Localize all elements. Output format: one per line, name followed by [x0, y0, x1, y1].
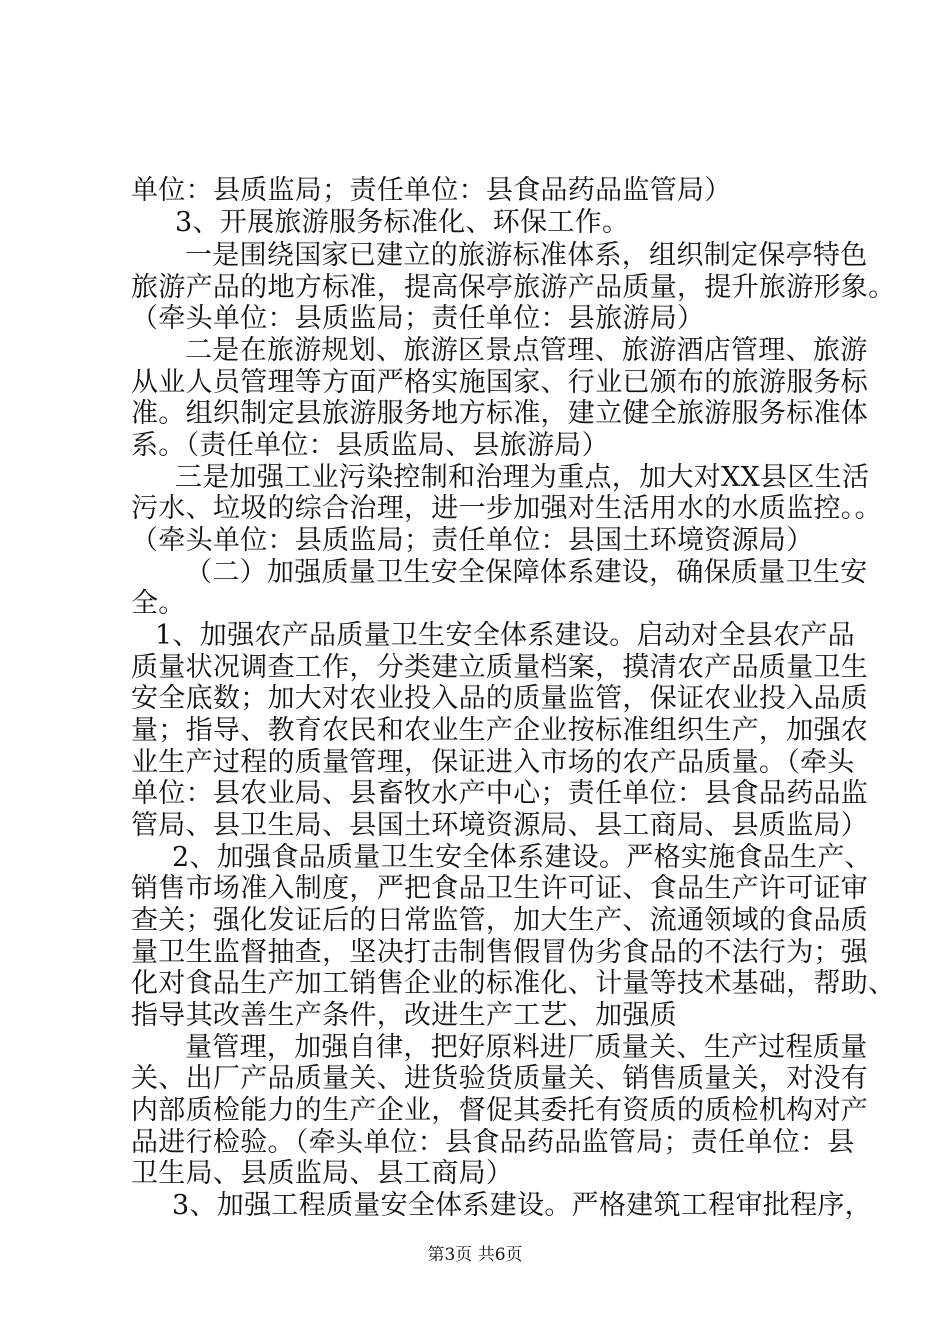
text-line: （牵头单位：县质监局；责任单位：县国土环境资源局） [131, 525, 814, 556]
text-line: 量卫生监督抽查，坚决打击制售假冒伪劣食品的不法行为；强 [131, 937, 869, 968]
text-line: 销售市场准入制度，严把食品卫生许可证、食品生产许可证审 [131, 873, 869, 904]
page-number-footer: 第3页 共6页 [427, 1245, 523, 1265]
text-line: 品进行检验。（牵头单位：县食品药品监管局；责任单位：县 [131, 1127, 855, 1158]
text-line: 系。（责任单位：县质监局、县旅游局） [131, 430, 609, 461]
section-heading: 全。 [131, 588, 186, 619]
text-line: 业生产过程的质量管理，保证进入市场的农产品质量。（牵头 [131, 747, 855, 778]
text-line: 单位：县质监局；责任单位：县食品药品监管局） [131, 175, 732, 206]
text-line: 从业人员管理等方面严格实施国家、行业已颁布的旅游服务标 [131, 367, 869, 398]
text-line: 量；指导、教育农民和农业生产企业按标准组织生产，加强农 [131, 715, 869, 746]
text-line: 单位：县农业局、县畜牧水产中心；责任单位：县食品药品监 [131, 778, 869, 809]
section-heading: （二）加强质量卫生安全保障体系建设，确保质量卫生安 [185, 557, 868, 588]
text-line: 管局、县卫生局、县国土环境资源局、县工商局、县质监局） [131, 810, 869, 841]
text-line: 指导其改善生产条件，改进生产工艺、加强质 [131, 1000, 677, 1031]
text-line: 查关；强化发证后的日常监管，加大生产、流通领域的食品质 [131, 905, 869, 936]
text-line: 一是围绕国家已建立的旅游标准体系，组织制定保亭特色 [185, 240, 868, 271]
text-line: 三是加强工业污染控制和治理为重点，加大对XX县区生活 [175, 462, 870, 493]
text-line: 内部质检能力的生产企业，督促其委托有资质的质检机构对产 [131, 1095, 869, 1126]
text-line: （牵头单位：县质监局；责任单位：县旅游局） [131, 303, 705, 334]
text-line: 质量状况调查工作，分类建立质量档案，摸清农产品质量卫生 [131, 652, 869, 683]
text-line: 1、加强农产品质量卫生安全体系建设。启动对全县农产品 [155, 620, 855, 651]
text-line: 准。组织制定县旅游服务地方标准，建立健全旅游服务标准体 [131, 398, 869, 429]
text-line: 关、出厂产品质量关、进货验货质量关、销售质量关，对没有 [131, 1063, 869, 1094]
text-line: 二是在旅游规划、旅游区景点管理、旅游酒店管理、旅游 [185, 335, 868, 366]
text-line: 2、加强食品质量卫生安全体系建设。严格实施食品生产、 [172, 842, 872, 873]
text-line: 卫生局、县质监局、县工商局） [131, 1158, 514, 1189]
text-line: 量管理，加强自律，把好原料进厂质量关、生产过程质量 [185, 1032, 868, 1063]
text-line: 化对食品生产加工销售企业的标准化、计量等技术基础，帮助、 [131, 968, 896, 999]
text-line: 旅游产品的地方标准，提高保亭旅游产品质量，提升旅游形象。 [131, 272, 896, 303]
text-line: 3、加强工程质量安全体系建设。严格建筑工程审批程序， [172, 1190, 872, 1221]
text-line: 安全底数；加大对农业投入品的质量监管，保证农业投入品质 [131, 683, 869, 714]
text-line: 3、开展旅游服务标准化、环保工作。 [175, 207, 630, 238]
text-line: 污水、垃圾的综合治理，进一步加强对生活用水的水质监控。。 [131, 493, 882, 524]
